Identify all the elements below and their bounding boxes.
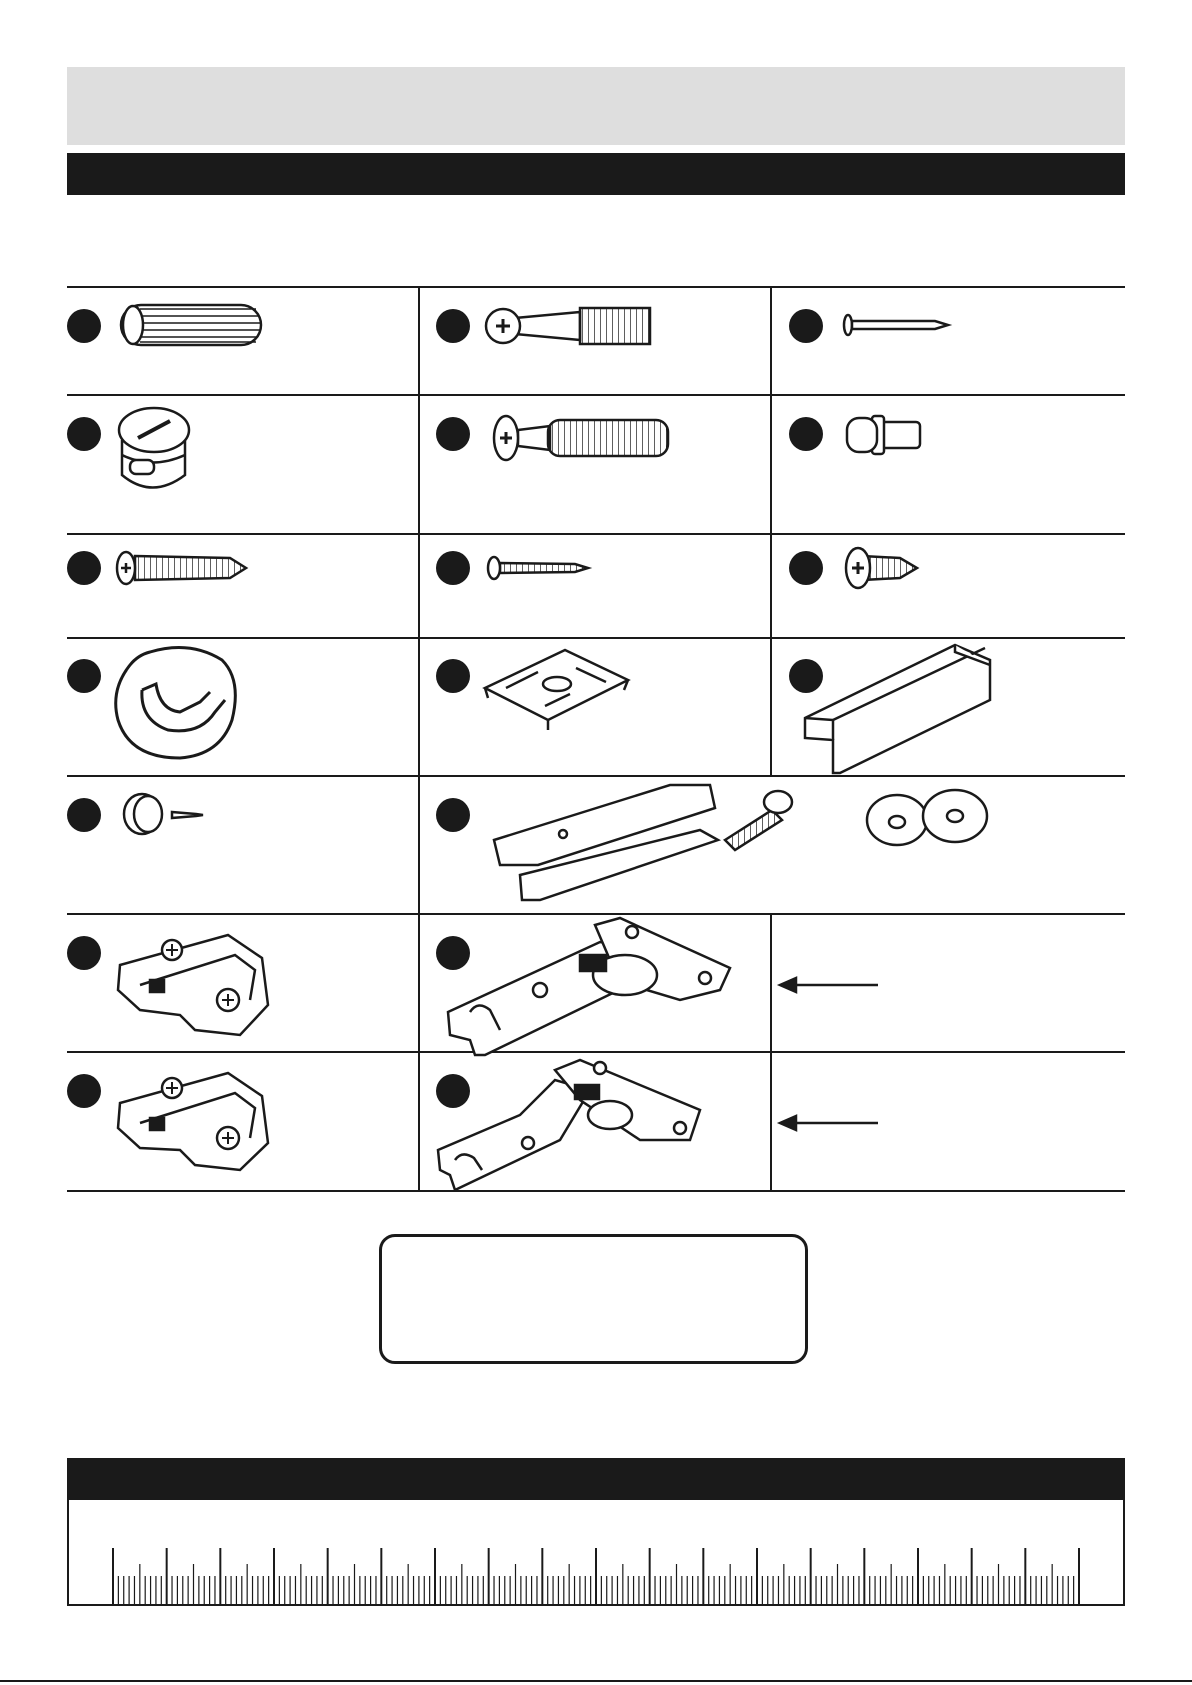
item-marker: [436, 1074, 470, 1108]
ruler-title-bar: [67, 1458, 1125, 1500]
machine-screw-icon: [488, 557, 588, 579]
item-marker: [67, 936, 101, 970]
item-marker: [789, 551, 823, 585]
note-box: [379, 1234, 808, 1364]
overlay-arrow-icon: [780, 1116, 878, 1130]
hinge-mounting-plate-icon: [118, 935, 268, 1035]
corner-plate-icon: [485, 650, 628, 730]
hanging-rail-cup-icon: [116, 648, 236, 759]
anti-tip-strap-kit-icon: [494, 785, 987, 900]
measuring-ruler: [67, 1500, 1125, 1606]
wood-screw-short-icon: [846, 548, 917, 588]
item-marker: [436, 936, 470, 970]
item-marker: [436, 551, 470, 585]
nail-icon: [844, 315, 948, 335]
wooden-dowel-icon: [121, 305, 261, 345]
item-marker: [436, 798, 470, 832]
item-marker: [67, 309, 101, 343]
half-overlay-hinge-icon: [438, 1060, 700, 1190]
item-marker: [67, 659, 101, 693]
full-overlay-hinge-icon: [448, 918, 730, 1055]
overlay-arrow-icon: [780, 978, 878, 992]
cam-lock-icon: [119, 408, 189, 488]
item-marker: [436, 417, 470, 451]
glide-nail-icon: [124, 794, 203, 834]
item-marker: [789, 659, 823, 693]
wood-screw-long-icon: [117, 552, 246, 584]
item-marker: [67, 417, 101, 451]
item-marker: [436, 659, 470, 693]
shelf-support-peg-icon: [847, 416, 920, 454]
handle-profile-icon: [805, 645, 990, 773]
item-marker: [67, 551, 101, 585]
item-marker: [67, 1074, 101, 1108]
cam-bolt-icon: [486, 308, 650, 344]
item-marker: [436, 309, 470, 343]
item-marker: [789, 309, 823, 343]
item-marker: [67, 798, 101, 832]
chipboard-screw-icon: [494, 416, 668, 460]
page-bottom-rule: [0, 1680, 1192, 1682]
item-marker: [789, 417, 823, 451]
hinge-mounting-plate-icon: [118, 1073, 268, 1170]
